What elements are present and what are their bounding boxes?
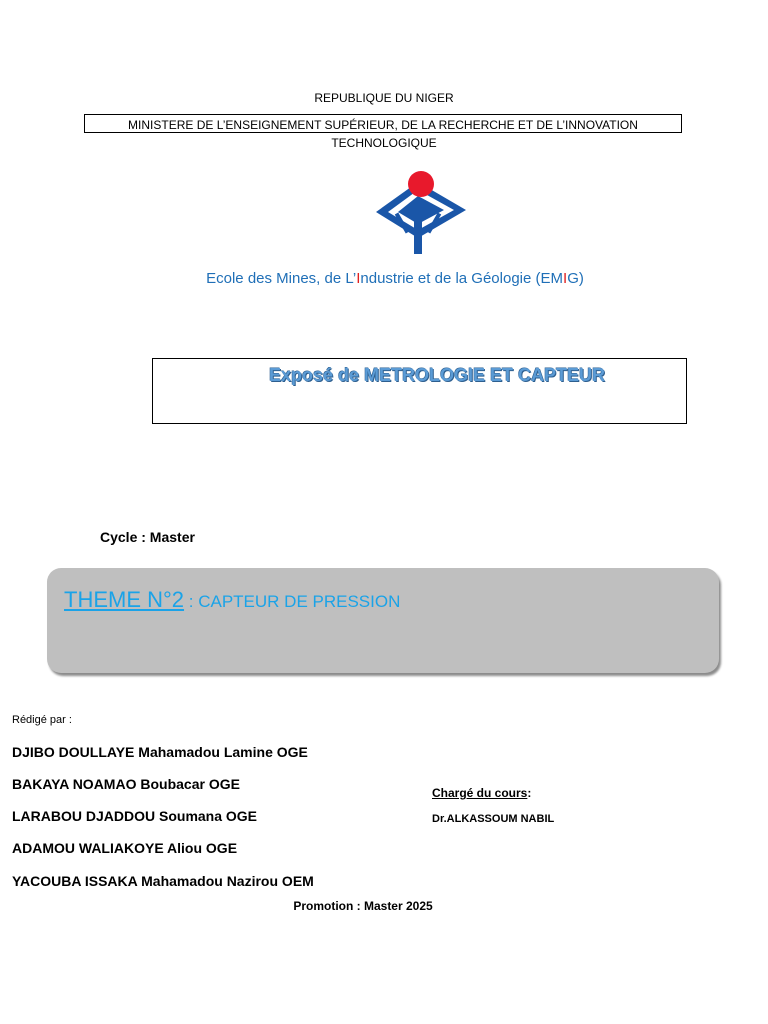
theme-title: : CAPTEUR DE PRESSION — [184, 592, 401, 611]
author-name: LARABOU DJADDOU Soumana OGE — [12, 808, 258, 824]
author-name: DJIBO DOULLAYE Mahamadou Lamine OGE — [12, 744, 308, 760]
theme-banner — [47, 568, 719, 673]
republic-title: REPUBLIQUE DU NIGER — [314, 91, 454, 105]
course-instructor-name: Dr.ALKASSOUM NABIL — [432, 813, 555, 825]
ministry-title-line1: MINISTERE DE L’ENSEIGNEMENT SUPÉRIEUR, DE LA RECHERCHE ET DE L’INNOVATION — [128, 118, 638, 132]
cycle-label: Cycle : Master — [100, 529, 195, 545]
author-name: YACOUBA ISSAKA Mahamadou Nazirou OEM — [12, 873, 314, 889]
promotion-label: Promotion : Master 2025 — [293, 899, 433, 913]
emig-logo-icon — [370, 168, 470, 256]
school-name: Ecole des Mines, de L’Industrie et de la Géologie (EMIG) — [206, 270, 584, 287]
course-instructor-label: Chargé du cours: — [432, 786, 532, 800]
expose-title: Exposé de METROLOGIE ET CAPTEUR — [268, 365, 606, 385]
ministry-title-line2: TECHNOLOGIQUE — [331, 136, 437, 150]
theme-heading — [64, 587, 400, 613]
author-name: ADAMOU WALIAKOYE Aliou OGE — [12, 840, 238, 856]
author-name: BAKAYA NOAMAO Boubacar OGE — [12, 776, 240, 792]
authors-label: Rédigé par : — [12, 714, 72, 726]
theme-number: THEME N°2 — [64, 587, 185, 612]
